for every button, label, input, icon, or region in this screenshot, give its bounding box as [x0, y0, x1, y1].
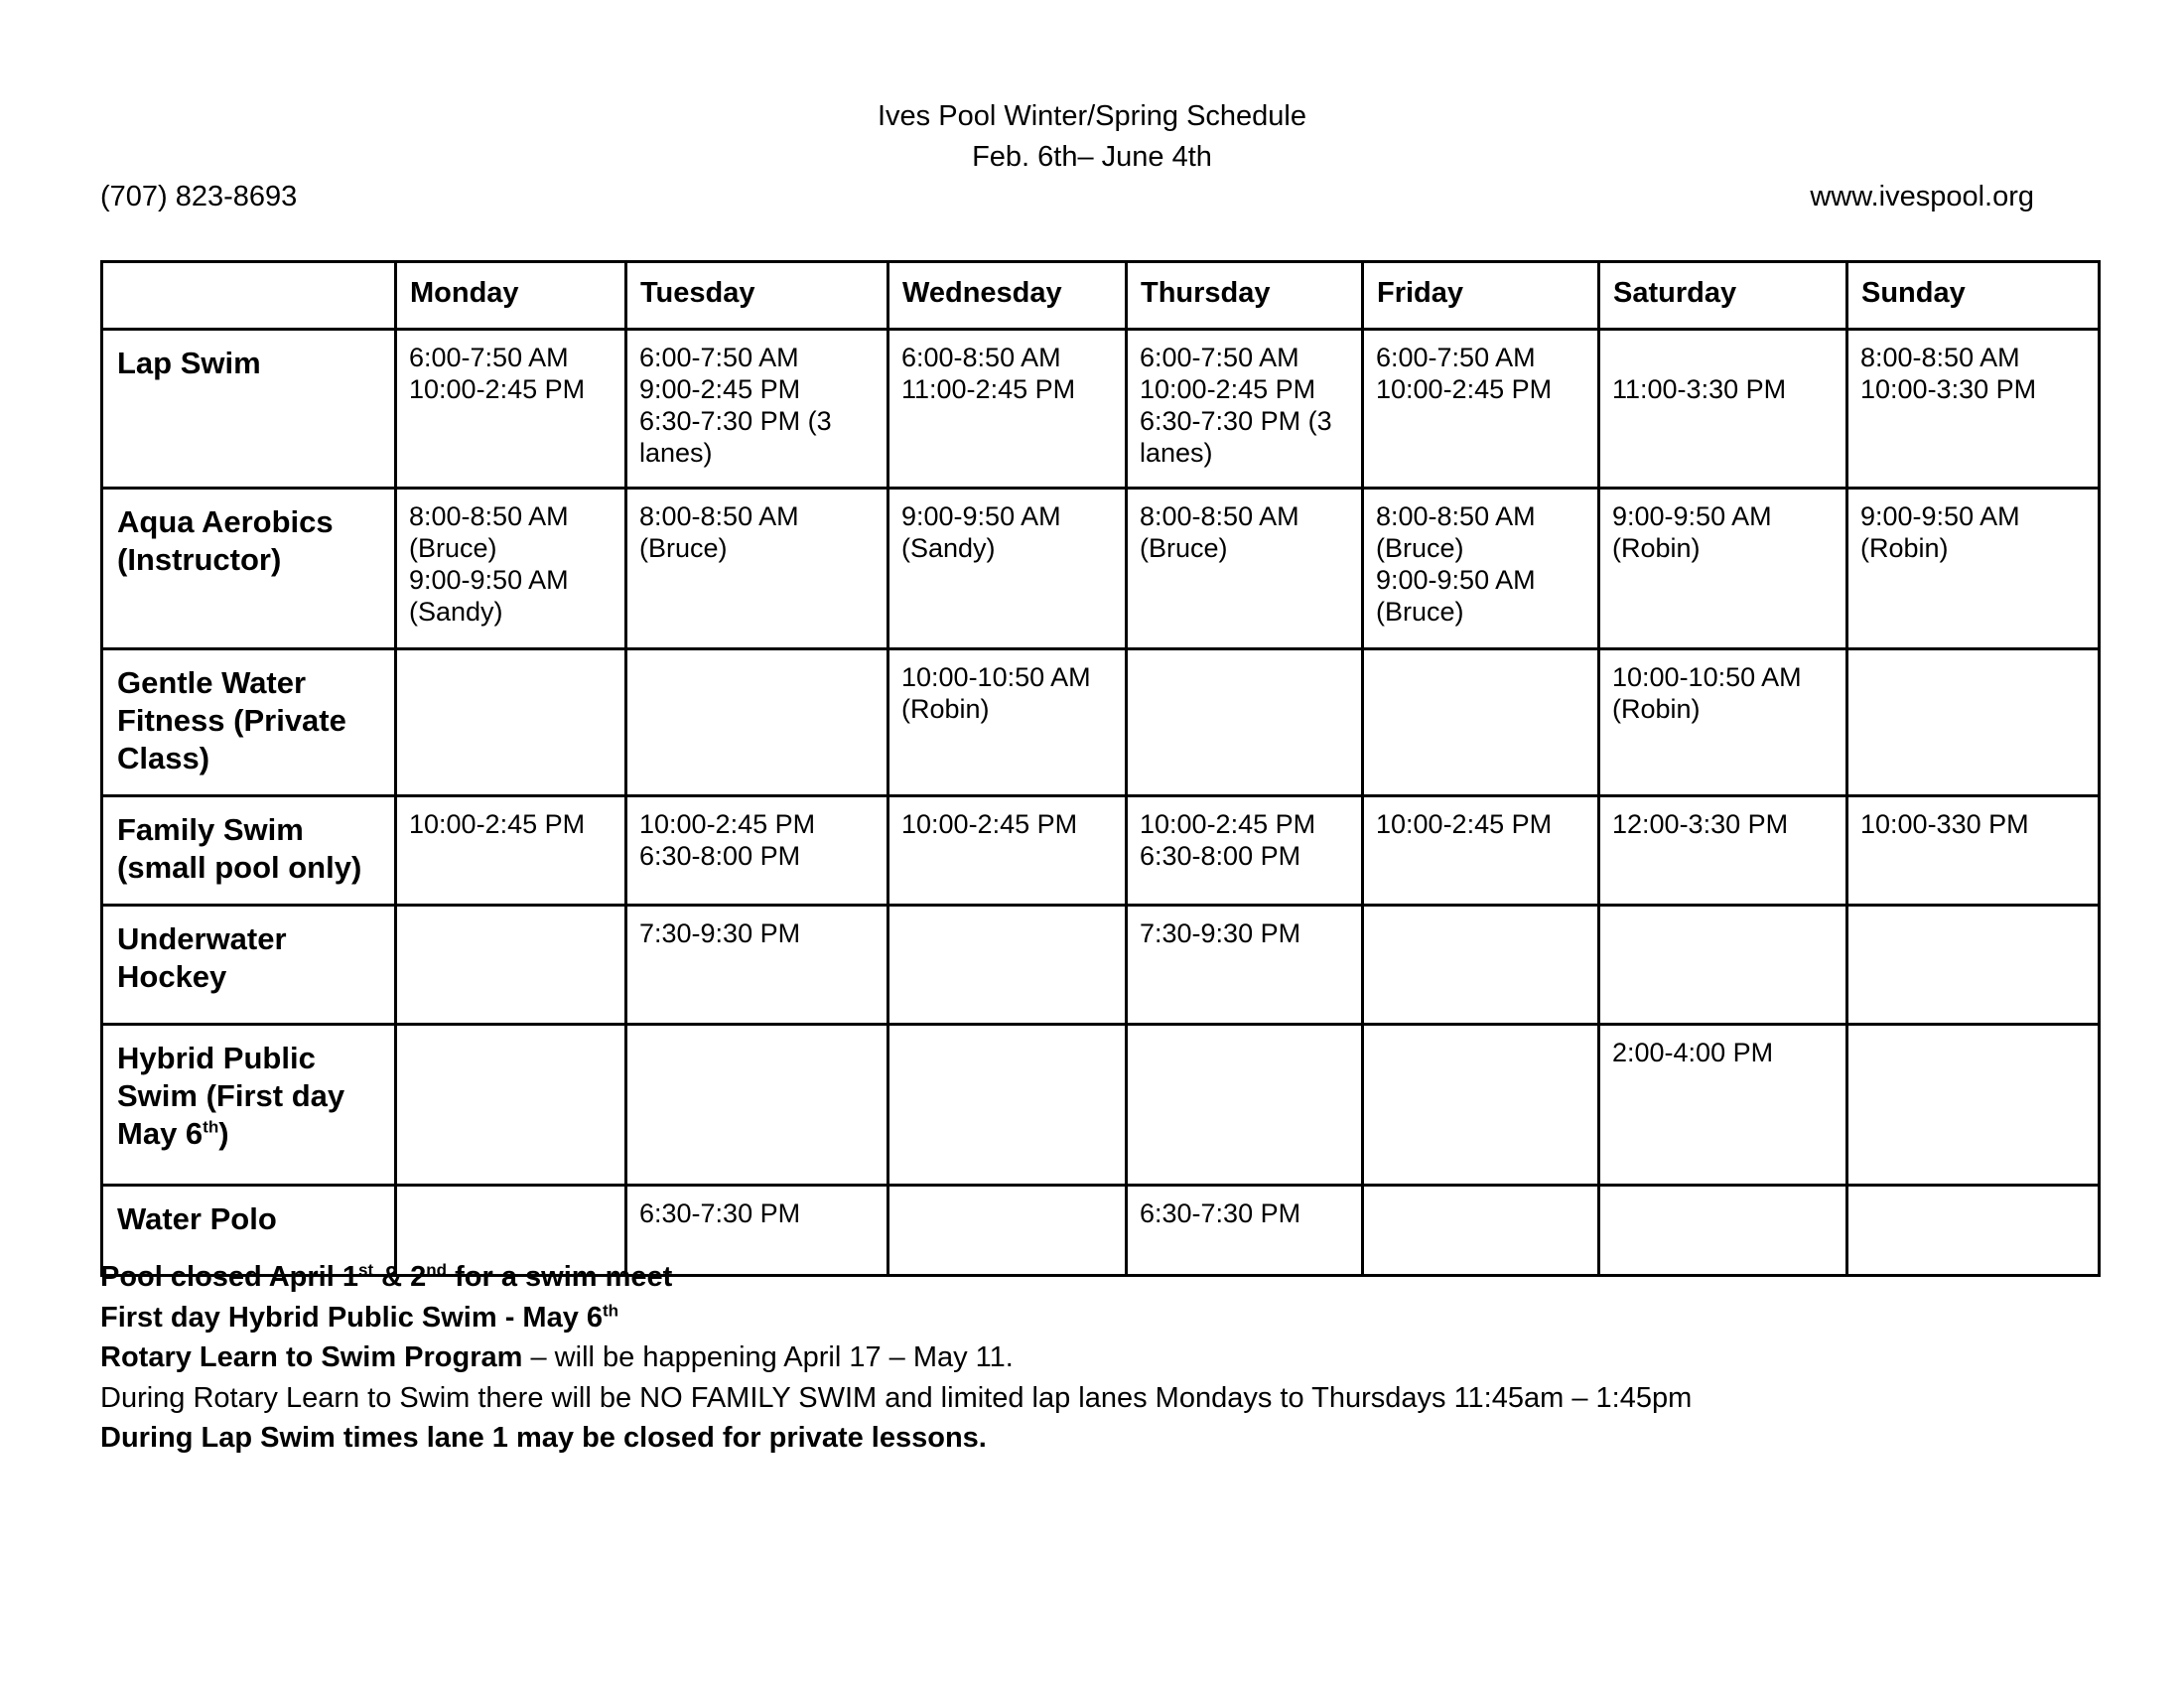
notes-section: [100, 1257, 2086, 1459]
schedule-cell: [1847, 330, 2100, 489]
time-slot: 2:00-4:00 PM: [1612, 1038, 1774, 1067]
time-slot: 9:00-9:50 AM: [1376, 565, 1536, 595]
time-slot: 10:00-10:50 AM: [1612, 662, 1802, 692]
schedule-cell: [1127, 906, 1363, 1025]
time-slot: 10:00-2:45 PM: [639, 809, 816, 839]
time-slot: 6:30-7:30 PM (3 lanes): [639, 406, 832, 468]
time-slot: 7:30-9:30 PM: [639, 918, 801, 948]
time-slot: 6:00-8:50 AM: [901, 343, 1061, 372]
time-slot: 8:00-8:50 AM: [409, 501, 569, 531]
row-label: Family Swim (small pool only): [102, 796, 396, 906]
time-slot: 6:00-7:50 AM: [1376, 343, 1536, 372]
table-row: [102, 906, 2100, 1025]
time-slot: 6:30-8:00 PM: [1140, 841, 1301, 871]
schedule-cell: [1127, 796, 1363, 906]
schedule-cell: [1847, 796, 2100, 906]
time-slot: 6:30-7:30 PM (3 lanes): [1140, 406, 1332, 468]
time-slot: 9:00-2:45 PM: [639, 374, 801, 404]
time-slot: 10:00-2:45 PM: [1140, 809, 1316, 839]
time-slot: 9:00-9:50 AM: [409, 565, 569, 595]
note-rotary-program: Rotary Learn to Swim Program – will be happening April 17 – May 11.: [100, 1341, 1014, 1373]
schedule-cell: [888, 330, 1127, 489]
row-label: Gentle Water Fitness (Private Class): [102, 649, 396, 796]
column-header-saturday: Saturday: [1599, 262, 1847, 330]
time-slot: 12:00-3:30 PM: [1612, 809, 1789, 839]
time-slot: (Bruce): [1376, 597, 1464, 627]
column-header-wednesday: Wednesday: [888, 262, 1127, 330]
schedule-cell: [396, 906, 626, 1025]
schedule-cell: [1599, 1025, 1847, 1186]
time-slot: 6:30-7:30 PM: [1140, 1198, 1301, 1228]
time-slot: 10:00-2:45 PM: [1376, 374, 1553, 404]
schedule-cell: [1127, 1025, 1363, 1186]
time-slot: (Bruce): [1140, 533, 1228, 563]
time-slot: 8:00-8:50 AM: [1860, 343, 2020, 372]
time-slot: 6:00-7:50 AM: [639, 343, 799, 372]
schedule-date-range: Feb. 6th– June 4th: [972, 141, 1212, 173]
time-slot: (Robin): [1612, 533, 1701, 563]
schedule-title: Ives Pool Winter/Spring Schedule: [878, 100, 1306, 132]
time-slot: (Robin): [1612, 694, 1701, 724]
schedule-cell: [1363, 489, 1599, 649]
column-header-monday: Monday: [396, 262, 626, 330]
note-rotary-family-swim: During Rotary Learn to Swim there will be NO FAMILY SWIM and limited lap lanes Mondays to Thursdays 11:45am – 1:45pm: [100, 1381, 1693, 1414]
schedule-cell: [1127, 330, 1363, 489]
schedule-cell: [396, 330, 626, 489]
note-hybrid-first-day: First day Hybrid Public Swim - May 6th: [100, 1300, 619, 1334]
schedule-cell: [1599, 330, 1847, 489]
schedule-cell: [626, 906, 888, 1025]
time-slot: [1612, 342, 1834, 373]
time-slot: 10:00-2:45 PM: [901, 809, 1078, 839]
schedule-table: [100, 260, 2101, 1277]
time-slot: 7:30-9:30 PM: [1140, 918, 1301, 948]
schedule-cell: [396, 796, 626, 906]
time-slot: 11:00-3:30 PM: [1612, 374, 1787, 404]
time-slot: 8:00-8:50 AM: [639, 501, 799, 531]
time-slot: 10:00-2:45 PM: [1376, 809, 1553, 839]
time-slot: 11:00-2:45 PM: [901, 374, 1076, 404]
table-row: [102, 489, 2100, 649]
column-header-thursday: Thursday: [1127, 262, 1363, 330]
time-slot: 6:00-7:50 AM: [1140, 343, 1299, 372]
time-slot: 10:00-330 PM: [1860, 809, 2029, 839]
row-label: Hybrid Public Swim (First day May 6th): [102, 1025, 396, 1186]
row-label: Water Polo: [102, 1186, 396, 1276]
schedule-cell: [626, 489, 888, 649]
row-label: Lap Swim: [102, 330, 396, 489]
time-slot: 6:30-8:00 PM: [639, 841, 801, 871]
schedule-cell: [1363, 1025, 1599, 1186]
row-label: Aqua Aerobics (Instructor): [102, 489, 396, 649]
note-pool-closed: Pool closed April 1st & 2nd for a swim meet: [100, 1260, 673, 1293]
schedule-cell: [396, 489, 626, 649]
phone-number: (707) 823-8693: [100, 181, 298, 212]
time-slot: 10:00-10:50 AM: [901, 662, 1091, 692]
schedule-cell: [888, 1025, 1127, 1186]
table-row: [102, 649, 2100, 796]
schedule-cell: [1599, 906, 1847, 1025]
table-row: [102, 796, 2100, 906]
column-header-tuesday: Tuesday: [626, 262, 888, 330]
time-slot: 10:00-2:45 PM: [409, 809, 586, 839]
website-url: www.ivespool.org: [1810, 181, 2034, 212]
schedule-cell: [888, 489, 1127, 649]
row-label: Underwater Hockey: [102, 906, 396, 1025]
schedule-cell: [1599, 649, 1847, 796]
time-slot: (Robin): [901, 694, 990, 724]
time-slot: 6:00-7:50 AM: [409, 343, 569, 372]
schedule-cell: [1363, 796, 1599, 906]
time-slot: 10:00-3:30 PM: [1860, 374, 2037, 404]
schedule-cell: [1599, 489, 1847, 649]
schedule-cell: [1599, 796, 1847, 906]
schedule-cell: [396, 649, 626, 796]
time-slot: 8:00-8:50 AM: [1376, 501, 1536, 531]
schedule-cell: [626, 1025, 888, 1186]
schedule-cell: [1363, 330, 1599, 489]
schedule-cell: [626, 330, 888, 489]
time-slot: 9:00-9:50 AM: [1612, 501, 1772, 531]
schedule-cell: [1127, 489, 1363, 649]
time-slot: 9:00-9:50 AM: [901, 501, 1061, 531]
schedule-cell: [1363, 906, 1599, 1025]
column-header-sunday: Sunday: [1847, 262, 2100, 330]
schedule-cell: [626, 796, 888, 906]
time-slot: (Sandy): [409, 597, 503, 627]
schedule-cell: [1847, 1025, 2100, 1186]
schedule-cell: [888, 796, 1127, 906]
schedule-cell: [1363, 649, 1599, 796]
table-row: [102, 330, 2100, 489]
schedule-cell: [396, 1025, 626, 1186]
time-slot: (Bruce): [1376, 533, 1464, 563]
column-header-blank: [102, 262, 396, 330]
time-slot: (Sandy): [901, 533, 996, 563]
table-row: [102, 1025, 2100, 1186]
column-header-friday: Friday: [1363, 262, 1599, 330]
schedule-cell: [888, 906, 1127, 1025]
schedule-cell: [1847, 649, 2100, 796]
schedule-cell: [626, 649, 888, 796]
time-slot: 9:00-9:50 AM: [1860, 501, 2020, 531]
time-slot: (Robin): [1860, 533, 1949, 563]
time-slot: (Bruce): [409, 533, 497, 563]
time-slot: 6:30-7:30 PM: [639, 1198, 801, 1228]
schedule-cell: [1127, 649, 1363, 796]
schedule-cell: [1847, 906, 2100, 1025]
time-slot: 8:00-8:50 AM: [1140, 501, 1299, 531]
note-lap-swim-lane: During Lap Swim times lane 1 may be closed for private lessons.: [100, 1422, 987, 1454]
time-slot: (Bruce): [639, 533, 728, 563]
time-slot: 10:00-2:45 PM: [409, 374, 586, 404]
header-row: [102, 262, 2100, 330]
schedule-cell: [888, 649, 1127, 796]
schedule-cell: [1847, 489, 2100, 649]
time-slot: 10:00-2:45 PM: [1140, 374, 1316, 404]
